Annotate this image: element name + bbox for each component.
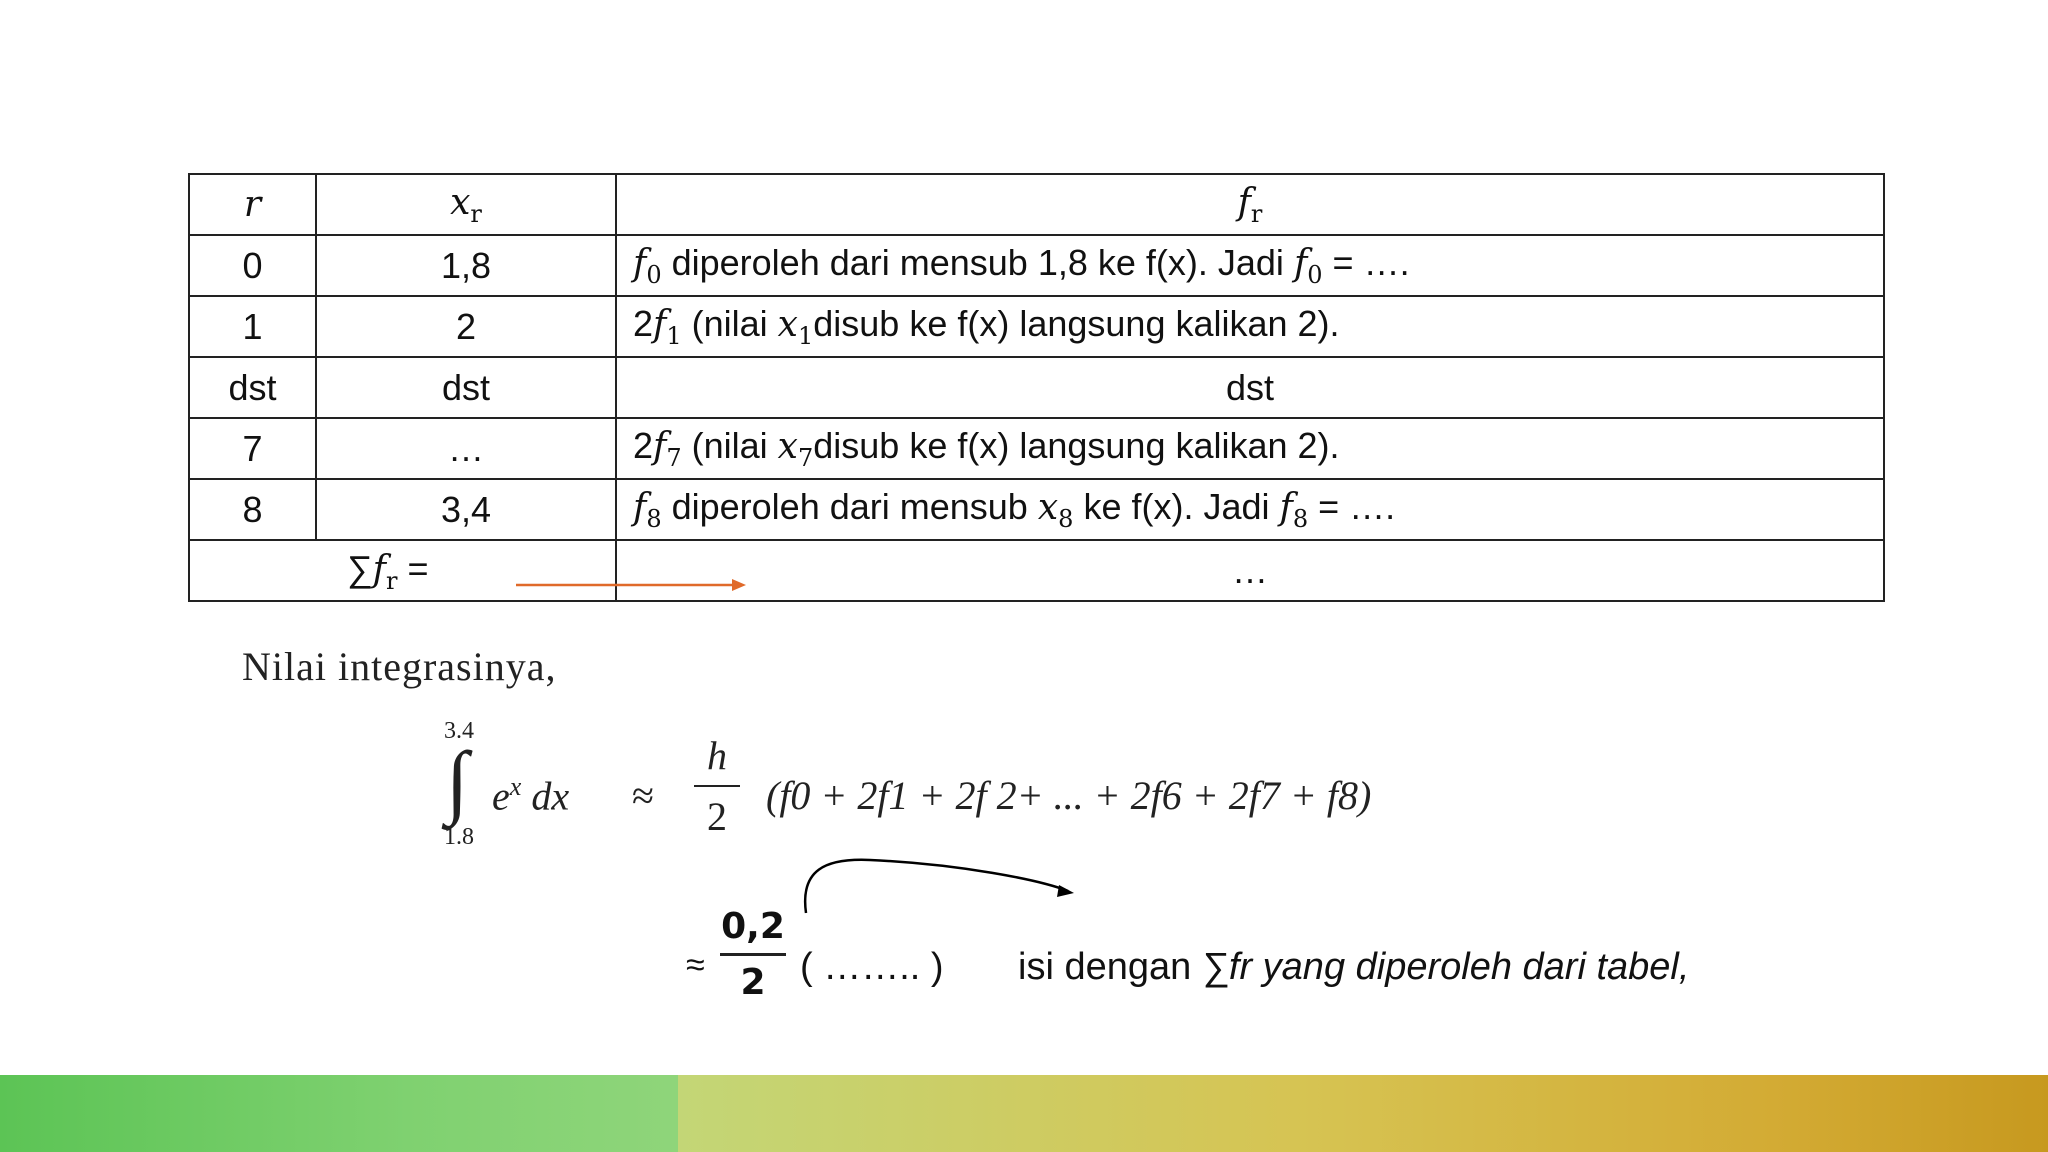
upper-limit: 3.4	[444, 718, 474, 744]
lower-limit: 1.8	[444, 824, 474, 850]
header-xr: $x_r$	[316, 174, 616, 235]
cell-r: 8	[189, 479, 316, 540]
cell-f: $2f_7$ (nilai $x_7disub$ ke f(x) langsung kalikan 2).	[616, 418, 1884, 479]
hint-text: isi dengan ∑fr yang diperoleh dari tabel,	[1018, 946, 1690, 988]
cell-x: …	[316, 418, 616, 479]
trapezoid-series: (f0 + 2f1 + 2f 2+ ... + 2f6 + 2f7 + f8)	[766, 773, 1372, 818]
sum-value-cell: …	[616, 540, 1884, 601]
cell-f: $f_8$ diperoleh dari mensub $x_8$ ke f(x). Jadi $f_8$ = ….	[616, 479, 1884, 540]
cell-x: 1,8	[316, 235, 616, 296]
footer-bar-gold	[678, 1075, 2048, 1152]
cell-f: $2f_1$ (nilai $x_1disub$ ke f(x) langsung kalikan 2).	[616, 296, 1884, 357]
integration-heading: Nilai integrasinya,	[242, 644, 557, 689]
footer-bar-green	[0, 1075, 678, 1152]
h-over-2-fraction: $\frac{h}{2}$	[694, 732, 740, 840]
sum-arrow-head	[732, 579, 746, 591]
header-r: r	[189, 174, 316, 235]
cell-r: 7	[189, 418, 316, 479]
sum-label: $\sum f_r$ =	[347, 548, 429, 595]
cell-f: dst	[616, 357, 1884, 418]
cell-r: 1	[189, 296, 316, 357]
cell-x: dst	[316, 357, 616, 418]
cell-x: 2	[316, 296, 616, 357]
cell-r: dst	[189, 357, 316, 418]
integral-sign: ∫	[446, 735, 469, 826]
blank-placeholder: ( …….. )	[800, 946, 944, 988]
approx-sign: ≈	[632, 773, 654, 818]
cell-x: 3,4	[316, 479, 616, 540]
cell-f: $f_0$ diperoleh dari mensub 1,8 ke f(x). Jadi $f_0$ = ….	[616, 235, 1884, 296]
cell-r: 0	[189, 235, 316, 296]
header-fr: $f_r$	[616, 174, 1884, 235]
integrand: $e^x$ dx	[492, 772, 570, 819]
curved-arrow-head	[1057, 885, 1074, 897]
approx-sign-2: ≈	[686, 946, 705, 984]
step-fraction: $\frac{0,2}{2}$	[721, 906, 785, 1003]
curved-arrow	[805, 860, 1068, 913]
